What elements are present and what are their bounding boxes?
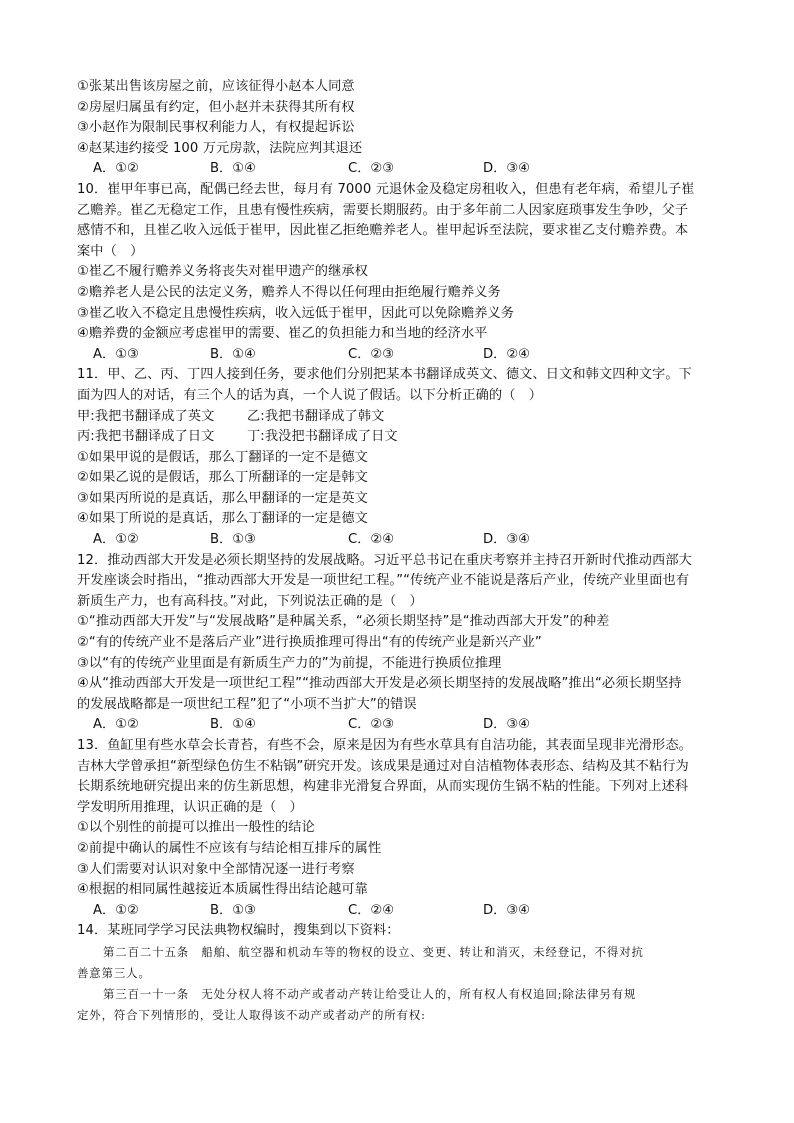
q14-stem: 14．某班同学学习民法典物权编时，搜集到以下资料： — [77, 923, 400, 939]
q11-option-b: B．①③ — [210, 532, 256, 548]
q13-options — [77, 901, 727, 922]
q13-option-d: D．③④ — [483, 902, 530, 918]
q9-option-a: A．①② — [93, 161, 139, 177]
q11-dialog-row-1 — [77, 407, 727, 428]
q10-item-3: ③崔乙收入不稳定且患慢性疾病，收入远低于崔甲，因此可以免除赡养义务 — [77, 305, 515, 321]
q10-item-1: ①崔乙不履行赡养义务将丧失对崔甲遗产的继承权 — [77, 264, 368, 280]
q10-stem-line-4: 案中（ ） — [77, 243, 144, 259]
q12-item-1: ①“推动西部大开发”与“发展战略”是种属关系，“必须长期坚持”是“推动西部大开发”的种差 — [77, 614, 610, 630]
q12-option-d: D．③④ — [483, 717, 530, 733]
q11-dialog-bing: 丙:我把书翻译成了日文 — [77, 429, 215, 445]
q10-option-d: D．②④ — [483, 346, 530, 362]
q12-option-c: C．②③ — [348, 717, 395, 733]
q11-item-2: ②如果乙说的是假话，那么丁所翻译的一定是韩文 — [77, 470, 368, 486]
question-13 — [77, 736, 727, 921]
q10-stem-line-1: 10．崔甲年事已高，配偶已经去世，每月有 7000 元退休金及稳定房租收入，但患有老年病，希望儿子崔 — [77, 181, 695, 197]
q12-stem-line-3: 新质生产力，也有高科技。”对此，下列说法正确的是（ ） — [77, 593, 423, 609]
q13-stem-line-4: 学发明所用推理，认识正确的是（ ） — [77, 799, 303, 815]
q12-item-4: ④从“推动西部大开发是一项世纪工程”“推动西部大开发是必须长期坚持的发展战略”推出“必须长期坚持 — [77, 676, 682, 692]
q10-stem-line-3: 感情不和，且崔乙收入远低于崔甲，因此崔乙拒绝赡养老人。崔甲起诉至法院，要求崔乙支付赡养费。本 — [77, 223, 689, 239]
q12-stem-line-2: 开发座谈会时指出，“推动西部大开发是一项世纪工程。”“传统产业不能说是落后产业，传统产业里面也有 — [77, 573, 690, 589]
q12-item-4-cont: 的发展战略都是一项世纪工程”犯了“小项不当扩大”的错误 — [77, 696, 417, 712]
question-10 — [77, 180, 727, 365]
q14-law-article-311: 第三百一十一条 无处分权人将不动产或者动产转让给受让人的，所有权人有权追回;除法律另有规 — [103, 986, 637, 1001]
q12-option-a: A．①② — [93, 717, 139, 733]
q13-stem-line-2: 吉林大学曾承担“新型绿色仿生不粘锅”研究开发。该成果是通过对自洁植物体表形态、结构及其不粘行为 — [77, 758, 689, 774]
q13-item-1: ①以个别性的前提可以推出一般性的结论 — [77, 820, 315, 836]
q12-item-3: ③以“有的传统产业里面是有新质生产力的”为前提，不能进行换质位推理 — [77, 655, 502, 671]
q10-option-c: C．②③ — [348, 346, 395, 362]
q13-option-a: A．①② — [93, 902, 139, 918]
q9-option-b: B．①④ — [210, 161, 256, 177]
q11-stem-line-2: 面为四人的对话，有三个人的话为真，一个人说了假话。以下分析正确的（ ） — [77, 387, 543, 403]
q11-option-a: A．①② — [93, 532, 139, 548]
question-14 — [77, 921, 727, 1026]
q11-options — [77, 530, 727, 551]
question-11 — [77, 365, 727, 550]
q11-option-c: C．②④ — [348, 532, 395, 548]
q11-option-d: D．③④ — [483, 532, 530, 548]
q13-item-3: ③人们需要对认识对象中全部情况逐一进行考察 — [77, 861, 355, 877]
q11-dialog-yi: 乙:我把书翻译成了韩文 — [247, 408, 385, 424]
q12-item-2: ②“有的传统产业不是落后产业”进行换质推理可得出“有的传统产业是新兴产业” — [77, 635, 542, 651]
q11-stem-line-1: 11．甲、乙、丙、丁四人接到任务，要求他们分别把某本书翻译成英文、德文、日文和韩文四种文字。下 — [77, 367, 692, 383]
q9-item-2: ②房屋归属虽有约定，但小赵并未获得其所有权 — [77, 99, 355, 115]
q9-options — [77, 159, 727, 180]
q11-item-4: ④如果丁所说的是真话，那么丁翻译的一定是德文 — [77, 511, 368, 527]
q10-stem-line-2: 乙赡养。崔乙无稳定工作，且患有慢性疾病，需要长期服药。由于多年前二人因家庭琐事发生争吵，父子 — [77, 202, 689, 218]
q10-options — [77, 345, 727, 366]
q13-option-b: B．①③ — [210, 902, 256, 918]
q14-law-article-311-cont: 定外，符合下列情形的，受让人取得该不动产或者动产的所有权: — [77, 1007, 426, 1022]
q10-option-b: B．①④ — [210, 346, 256, 362]
question-12 — [77, 551, 727, 736]
q9-item-1: ①张某出售该房屋之前，应该征得小赵本人同意 — [77, 79, 355, 94]
q9-option-c: C．②③ — [348, 161, 395, 177]
q13-stem-line-3: 长期系统地研究提出来的仿生新思想，构建非光滑复合界面，从而实现仿生锅不粘的性能。下列对上述科 — [77, 779, 689, 795]
q14-law-article-225-cont: 善意第三人。 — [77, 965, 151, 980]
q13-item-4: ④根据的相同属性越接近本质属性得出结论越可靠 — [77, 882, 368, 898]
q10-item-4: ④赡养费的金额应考虑崔甲的需要、崔乙的负担能力和当地的经济水平 — [77, 326, 488, 342]
q11-dialog-ding: 丁:我没把书翻译成了日文 — [247, 429, 398, 445]
q9-option-d: D．③④ — [483, 161, 530, 177]
q13-item-2: ②前提中确认的属性不应该有与结论相互排斥的属性 — [77, 840, 382, 856]
q12-options — [77, 715, 727, 736]
q13-stem-line-1: 13．鱼缸里有些水草会长青苔，有些不会，原来是因为有些水草具有自洁功能，其表面呈现非光滑形态。 — [77, 738, 692, 753]
q13-option-c: C．②④ — [348, 902, 395, 918]
q12-option-b: B．①④ — [210, 717, 256, 733]
q10-item-2: ②赡养老人是公民的法定义务，赡养人不得以任何理由拒绝履行赡养义务 — [77, 284, 501, 300]
q11-item-3: ③如果丙所说的是真话，那么甲翻译的一定是英文 — [77, 490, 368, 506]
q11-dialog-row-2 — [77, 427, 727, 448]
q11-item-1: ①如果甲说的是假话，那么丁翻译的一定不是德文 — [77, 449, 368, 465]
q9-item-4: ④赵某违约接受 100 万元房款，法院应判其退还 — [77, 140, 363, 156]
q12-stem-line-1: 12．推动西部大开发是必须长期坚持的发展战略。习近平总书记在重庆考察并主持召开新时代推动西部大 — [77, 552, 692, 568]
q11-dialog-jia: 甲:我把书翻译成了英文 — [77, 408, 215, 424]
q10-option-a: A．①③ — [93, 346, 139, 362]
question-9 — [77, 77, 727, 180]
q14-law-article-225: 第二百二十五条 船舶、航空器和机动车等的物权的设立、变更、转让和消灭，未经登记，不得对抗 — [103, 944, 644, 959]
exam-page — [77, 77, 727, 1026]
q9-item-3: ③小赵作为限制民事权利能力人，有权提起诉讼 — [77, 120, 355, 136]
